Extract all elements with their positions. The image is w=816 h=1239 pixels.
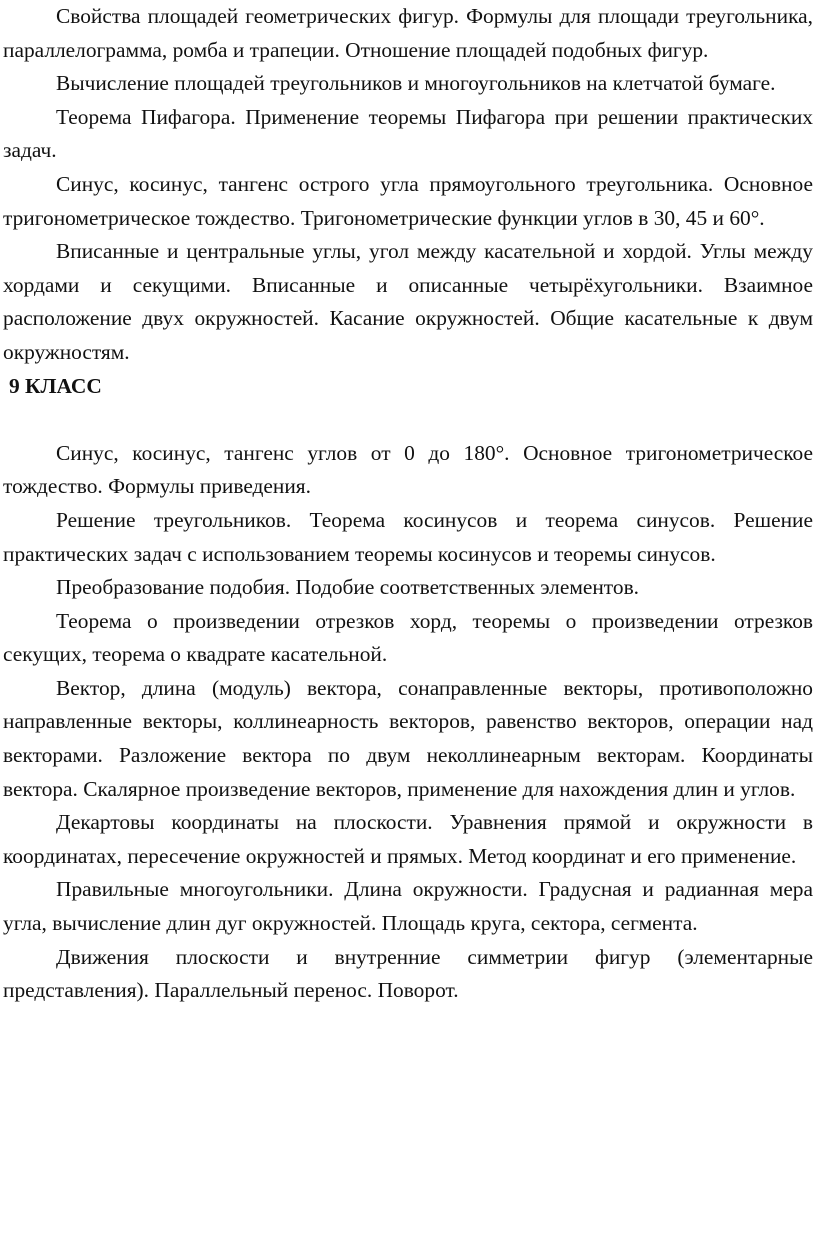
paragraph-regular-polygons: Правильные многоугольники. Длина окружности. Градусная и радианная мера угла, вычисление длин дуг окружностей. Площадь круга, сектора, сегмента. <box>3 877 813 936</box>
blank-line <box>3 403 813 437</box>
paragraph-similarity-transform: Преобразование подобия. Подобие соответственных элементов. <box>56 575 640 600</box>
paragraph-inscribed-angles: Вписанные и центральные углы, угол между касательной и хордой. Углы между хордами и секущими. Вписанные и описанные четырёхугольники. Взаимное расположение двух окружностей. Касание окружностей. Общие касательные к двум окружностям. <box>3 239 813 364</box>
section-heading-grade-9: 9 КЛАСС <box>9 373 102 398</box>
paragraph-plane-motions: Движения плоскости и внутренние симметрии фигур (элементарные представления). Параллельный перенос. Поворот. <box>3 944 813 1003</box>
section-grade-8-topics <box>3 0 813 370</box>
paragraph-trig-0-180: Синус, косинус, тангенс углов от 0 до 180°. Основное тригонометрическое тождество. Формулы приведения. <box>3 440 813 499</box>
paragraph-areas-properties: Свойства площадей геометрических фигур. Формулы для площади треугольника, параллелограмма, ромба и трапеции. Отношение площадей подобных фигур. <box>3 4 813 62</box>
paragraph-triangle-solving: Решение треугольников. Теорема косинусов и теорема синусов. Решение практических задач с использованием теоремы косинусов и теоремы синусов. <box>3 507 813 566</box>
paragraph-vectors: Вектор, длина (модуль) вектора, сонаправленные векторы, противоположно направленные векторы, коллинеарность векторов, равенство векторов, операции над векторами. Разложение вектора по двум неколлинеарным векторам. Координаты вектора. Скалярное произведение векторов, применение для нахождения длин и углов. <box>3 675 813 801</box>
section-grade-9-topics <box>3 437 813 1008</box>
paragraph-trig-acute-angle: Синус, косинус, тангенс острого угла прямоугольного треугольника. Основное тригонометрическое тождество. Тригонометрические функции углов в 30, 45 и 60°. <box>3 171 813 230</box>
paragraph-areas-grid-paper: Вычисление площадей треугольников и многоугольников на клетчатой бумаге. <box>56 71 776 96</box>
paragraph-chord-segments: Теорема о произведении отрезков хорд, теоремы о произведении отрезков секущих, теорема о квадрате касательной. <box>3 608 813 667</box>
paragraph-cartesian-coordinates: Декартовы координаты на плоскости. Уравнения прямой и окружности в координатах, пересечение окружностей и прямых. Метод координат и его применение. <box>3 810 813 868</box>
paragraph-pythagoras: Теорема Пифагора. Применение теоремы Пифагора при решении практических задач. <box>3 104 813 163</box>
